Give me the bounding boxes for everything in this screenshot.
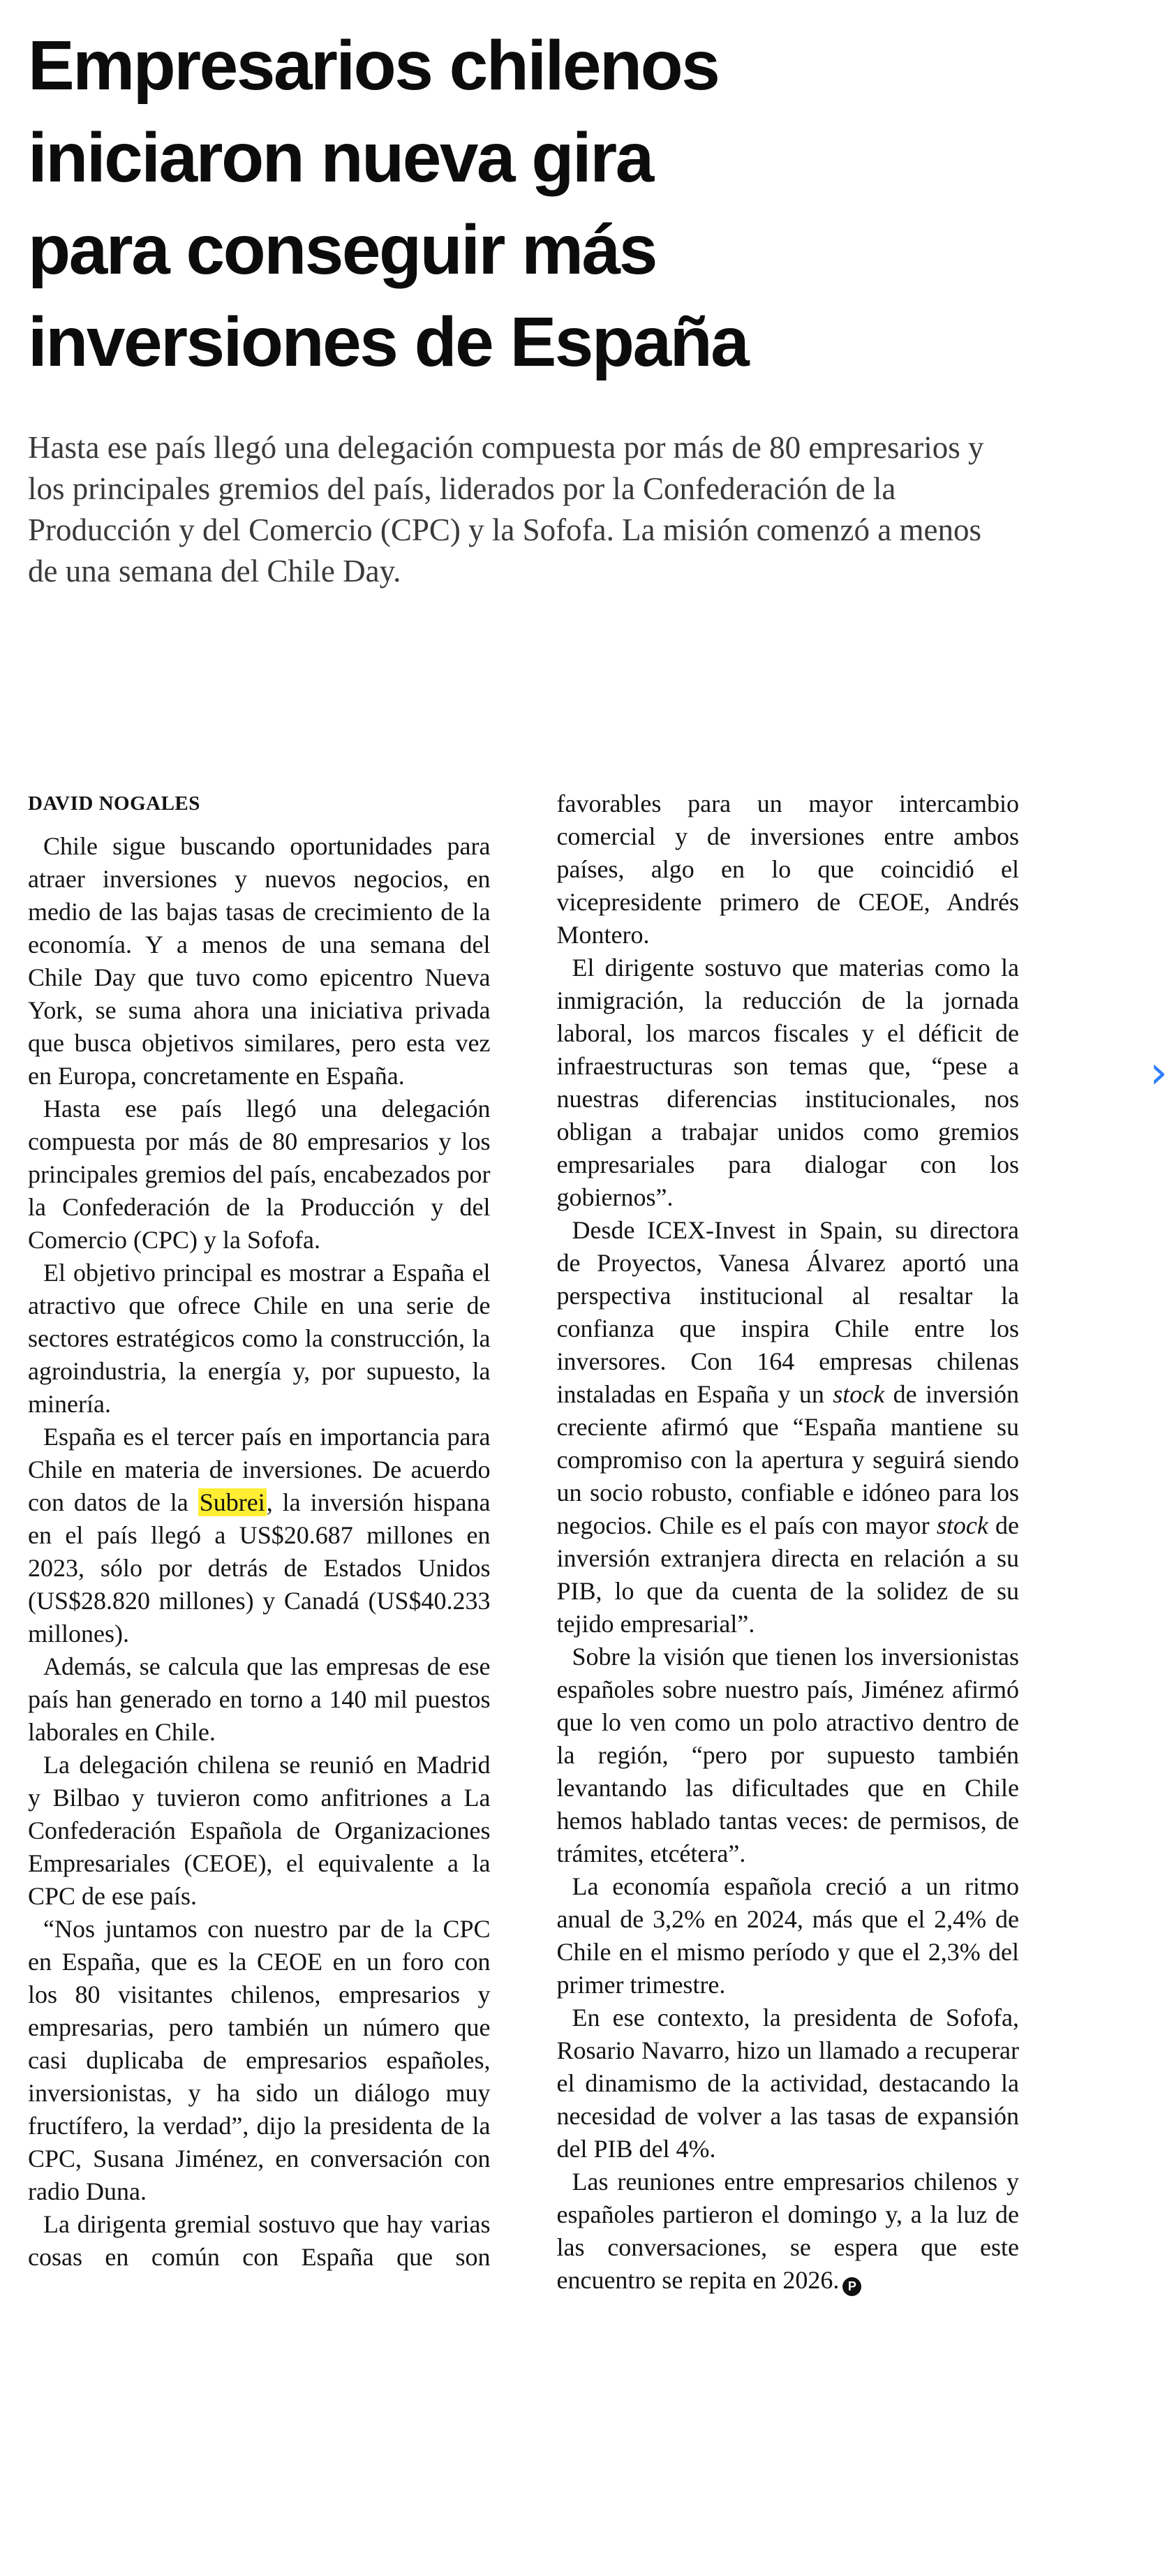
headline-line: para conseguir más bbox=[28, 211, 656, 289]
italic-text: stock bbox=[936, 1511, 988, 1539]
paragraph: En ese contexto, la presidenta de Sofofa, Rosario Navarro, hizo un llamado a recuperar el dinamismo de la actividad, destacando la necesidad de volver a las tasas de expansión del PIB del 4%. bbox=[556, 2004, 1019, 2163]
end-of-article-icon: P bbox=[842, 2277, 861, 2296]
lede: Hasta ese país llegó una delegación compuesta por más de 80 empresarios y los principales gremios del país, liderados por la Confederación de la Producción y del Comercio (CPC) y la Sofofa. La misión comenzó a menos de una semana del Chile Day. bbox=[28, 430, 984, 589]
byline: DAVID NOGALES bbox=[28, 792, 200, 815]
headline-line: Empresarios chilenos bbox=[28, 27, 719, 105]
paragraph bbox=[557, 1214, 1020, 1641]
text-segment: Desde ICEX-Invest in Spain, su directora de Proyectos, Vanesa Álvarez aportó una perspectiva institucional al resaltar la confianza que inspira Chile entre los inversores. Con 164 empresas chilenas instaladas en España y un bbox=[556, 1216, 1019, 1408]
text-segment: Las reuniones entre empresarios chilenos y españoles partieron el domingo y, a la luz de las conversaciones, se espera que este encuentro se repita en 2026. bbox=[556, 2168, 1019, 2294]
article-body bbox=[28, 787, 1019, 2297]
text-segment: , la inversión hispana en el país llegó a US$20.687 millones en 2023, sólo por detrás de Estados Unidos (US$28.820 millones) y Canadá (US$40.233 millones). bbox=[28, 1488, 491, 1648]
paragraph: Hasta ese país llegó una delegación compuesta por más de 80 empresarios y los principales gremios del país, encabezados por la Confederación de la Producción y del Comercio (CPC) y la Sofofa. bbox=[28, 1095, 491, 1254]
paragraph: El objetivo principal es mostrar a España el atractivo que ofrece Chile en una serie de sectores estratégicos como la construcción, la agroindustria, la energía y, por supuesto, la minería. bbox=[28, 1259, 491, 1418]
text-segment: España es el tercer país en importancia para Chile en materia de inversiones. De acuerdo con datos de la bbox=[28, 1423, 491, 1516]
headline-line: inversiones de España bbox=[28, 303, 748, 381]
paragraph: La dirigenta gremial sostuvo que hay varias cosas en común con España que son favorables para un mayor intercambio comercial y de inversiones entre ambos países, algo en lo que coincidió el vicepresidente primero de CEOE, Andrés Montero. bbox=[28, 790, 1019, 2271]
paragraph: “Nos juntamos con nuestro par de la CPC en España, que es la CEOE en un foro con los 80 visitantes chilenos, empresarios y empresarias, pero también un número que casi duplicaba de empresarios españoles, inversionistas, y ha sido un diálogo muy fructífero, la verdad”, dijo la presidenta de la CPC, Susana Jiménez, en conversación con radio Duna. bbox=[28, 1915, 491, 2205]
paragraph bbox=[557, 2166, 1020, 2297]
paragraph: La delegación chilena se reunió en Madrid y Bilbao y tuvieron como anfitriones a La Confederación Española de Organizaciones Empresariales (CEOE), el equivalente a la CPC de ese país. bbox=[28, 1751, 491, 1910]
paragraph bbox=[28, 1421, 491, 1650]
next-page-chevron-icon[interactable]: › bbox=[1150, 1047, 1168, 1099]
italic-text: stock bbox=[833, 1380, 885, 1408]
headline bbox=[28, 20, 935, 388]
text-segment: de inversión creciente afirmó que “España mantiene su compromiso con la apertura y seguirá siendo un socio robusto, confiable e idóneo para los negocios. Chile es el país con mayor bbox=[556, 1380, 1019, 1539]
paragraph: Además, se calcula que las empresas de ese país han generado en torno a 140 mil puestos laborales en Chile. bbox=[28, 1652, 491, 1746]
paragraph: Chile sigue buscando oportunidades para atraer inversiones y nuevos negocios, en medio de las bajas tasas de crecimiento de la economía. Y a menos de una semana del Chile Day que tuvo como epicentro Nueva York, se suma ahora una iniciativa privada que busca objetivos similares, pero esta vez en Europa, concretamente en España. bbox=[28, 832, 491, 1090]
headline-line: iniciaron nueva gira bbox=[28, 119, 653, 197]
paragraph: La economía española creció a un ritmo anual de 3,2% en 2024, más que el 2,4% de Chile en el mismo período y que el 2,3% del primer trimestre. bbox=[556, 1872, 1019, 1999]
paragraph: El dirigente sostuvo que materias como la inmigración, la reducción de la jornada laboral, los marcos fiscales y el déficit de infraestructuras son temas que, “pese a nuestras diferencias institucionales, nos obligan a trabajar unidos como gremios empresariales para dialogar con los gobiernos”. bbox=[556, 954, 1019, 1211]
highlighted-text: Subrei bbox=[199, 1488, 265, 1516]
paragraph: Sobre la visión que tienen los inversionistas españoles sobre nuestro país, Jiménez afirmó que lo ven como un polo atractivo dentro de la región, “pero por supuesto también levantando las dificultades que en Chile hemos hablado tantas veces: de permisos, de trámites, etcétera”. bbox=[556, 1643, 1019, 1867]
text-segment: de inversión extranjera directa en relación a su PIB, lo que da cuenta de la solidez de su tejido empresarial”. bbox=[556, 1511, 1019, 1638]
